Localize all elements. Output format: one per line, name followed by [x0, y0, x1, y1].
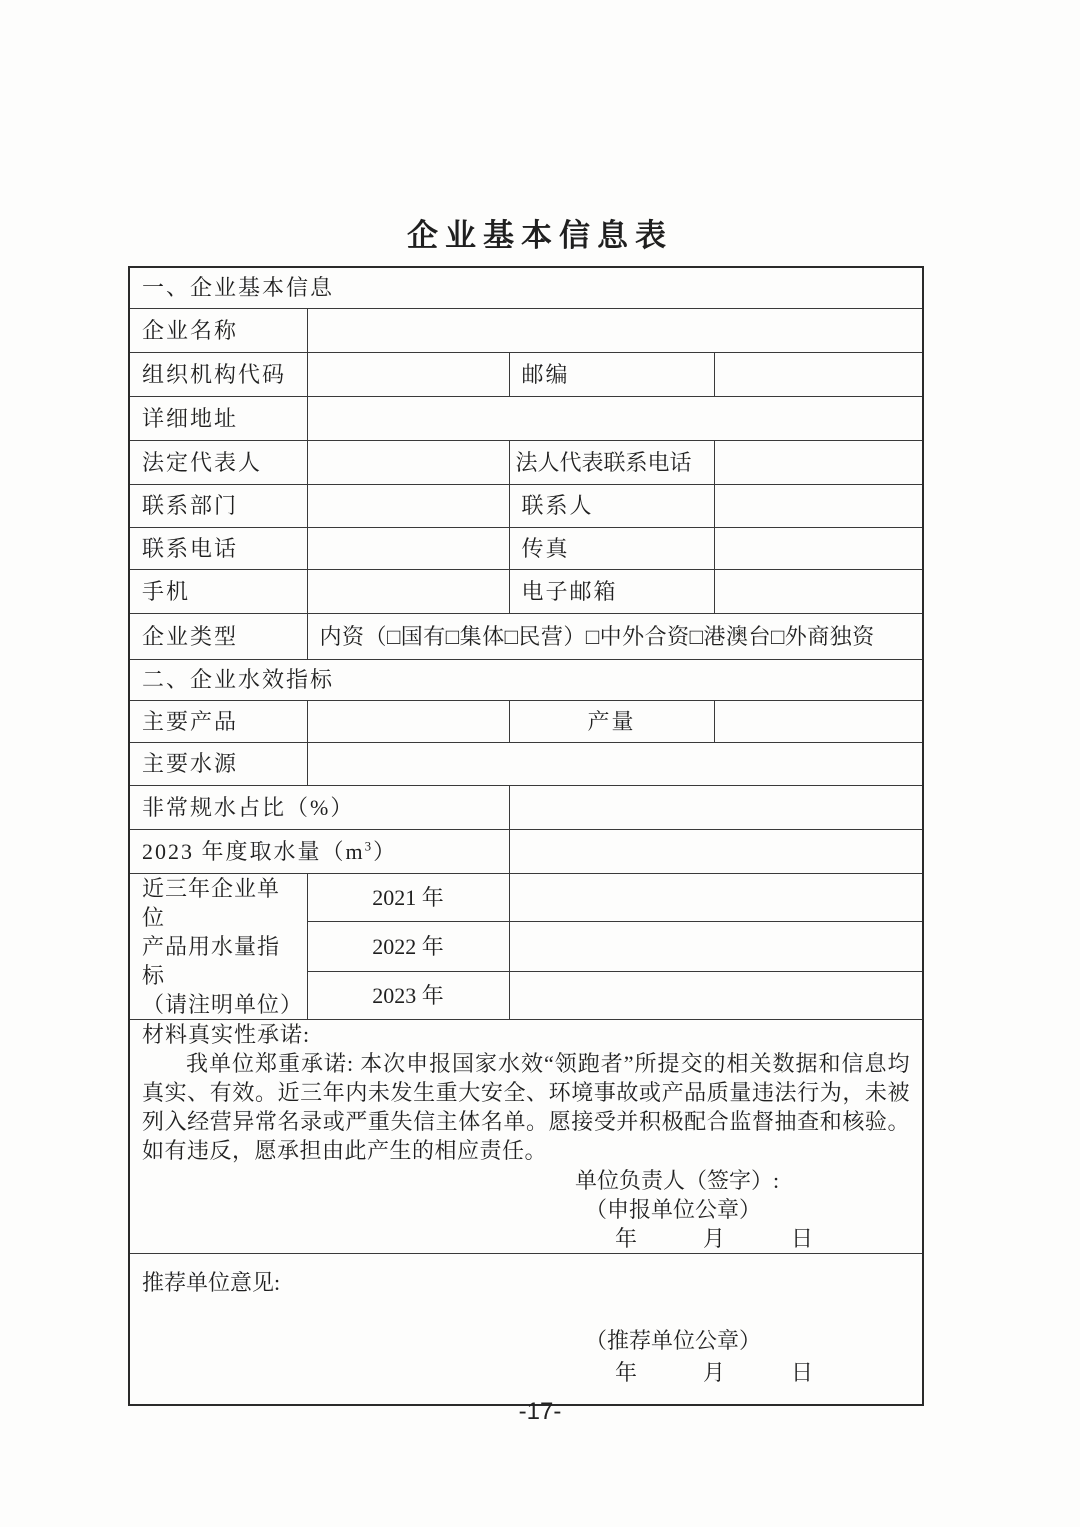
contact-person-field[interactable] — [714, 485, 923, 528]
label-email: 电子邮箱 — [509, 570, 714, 614]
signature-block — [575, 1166, 910, 1253]
company-name-field[interactable] — [307, 309, 923, 353]
signature-label[interactable]: 单位负责人（签字）: — [575, 1168, 780, 1193]
label-year-2023: 2023 年 — [307, 971, 509, 1019]
main-water-source-field[interactable] — [307, 743, 923, 786]
superscript-3: 3 — [364, 838, 374, 854]
water-intake-2023-field[interactable] — [509, 830, 923, 874]
label-mobile: 手机 — [129, 570, 307, 614]
page-number: -17- — [518, 1398, 562, 1425]
label-contact-phone: 联系电话 — [129, 528, 307, 570]
postcode-field[interactable] — [714, 353, 923, 397]
legal-representative-field[interactable] — [307, 441, 509, 485]
company-type-options[interactable]: 内资（□国有□集体□民营）□中外合资□港澳台□外商独资 — [307, 614, 923, 660]
label-legal-representative: 法定代表人 — [129, 441, 307, 485]
three-year-label-line3: （请注明单位） — [142, 992, 304, 1017]
water-intake-label-close: ） — [373, 838, 398, 864]
three-year-label-line2: 产品用水量指标 — [142, 934, 281, 988]
contact-department-field[interactable] — [307, 485, 509, 528]
declaration-body: 我单位郑重承诺: 本次申报国家水效“领跑者”所提交的相关数据和信息均真实、有效。近三年内未发生重大安全、环境事故或产品质量违法行为，未被列入经营异常名录或严重失信主体名单。愿接受并积极配合监督抽查和核验。如有违反，愿承担由此产生的相应责任。 — [142, 1051, 911, 1163]
declaration-date-line: 年 月 日 — [615, 1226, 814, 1251]
unconventional-water-ratio-field[interactable] — [509, 786, 923, 830]
label-three-year-water-indicator — [129, 874, 307, 1020]
water-intake-label-text: 2023 年度取水量（m — [142, 838, 365, 864]
label-unconventional-water-ratio: 非常规水占比（%） — [129, 786, 509, 830]
section-2-header: 二、企业水效指标 — [129, 660, 923, 701]
recommender-seal-label: （推荐单位公章） — [585, 1328, 762, 1353]
enterprise-info-table — [128, 266, 924, 1406]
label-contact-person: 联系人 — [509, 485, 714, 528]
legal-rep-phone-field[interactable] — [714, 441, 923, 485]
contact-phone-field[interactable] — [307, 528, 509, 570]
page-title: 企业基本信息表 — [407, 218, 673, 253]
address-field[interactable] — [307, 397, 923, 441]
main-product-field[interactable] — [307, 701, 509, 743]
email-field[interactable] — [714, 570, 923, 614]
label-main-product: 主要产品 — [129, 701, 307, 743]
label-legal-rep-phone: 法人代表联系电话 — [509, 441, 714, 485]
label-org-code: 组织机构代码 — [129, 353, 307, 397]
declaration-heading: 材料真实性承诺: — [142, 1022, 311, 1047]
mobile-field[interactable] — [307, 570, 509, 614]
fax-field[interactable] — [714, 528, 923, 570]
water-usage-2021-field[interactable] — [509, 874, 923, 922]
label-postcode: 邮编 — [509, 353, 714, 397]
label-year-2022: 2022 年 — [307, 922, 509, 971]
water-usage-2023-field[interactable] — [509, 971, 923, 1019]
recommendation-cell[interactable] — [129, 1254, 923, 1406]
label-company-type: 企业类型 — [129, 614, 307, 660]
label-main-water-source: 主要水源 — [129, 743, 307, 786]
org-code-field[interactable] — [307, 353, 509, 397]
label-contact-department: 联系部门 — [129, 485, 307, 528]
production-output-field[interactable] — [714, 701, 923, 743]
applicant-seal-label: （申报单位公章） — [585, 1197, 762, 1222]
label-fax: 传真 — [509, 528, 714, 570]
label-water-intake-2023 — [129, 830, 509, 874]
recommendation-heading: 推荐单位意见: — [142, 1270, 281, 1295]
label-year-2021: 2021 年 — [307, 874, 509, 922]
label-address: 详细地址 — [129, 397, 307, 441]
declaration-cell — [129, 1020, 923, 1254]
water-usage-2022-field[interactable] — [509, 922, 923, 971]
label-company-name: 企业名称 — [129, 309, 307, 353]
section-1-header: 一、企业基本信息 — [129, 267, 923, 309]
recommendation-date-line: 年 月 日 — [615, 1360, 814, 1385]
label-production-output: 产量 — [509, 701, 714, 743]
three-year-label-line1: 近三年企业单位 — [142, 876, 281, 930]
